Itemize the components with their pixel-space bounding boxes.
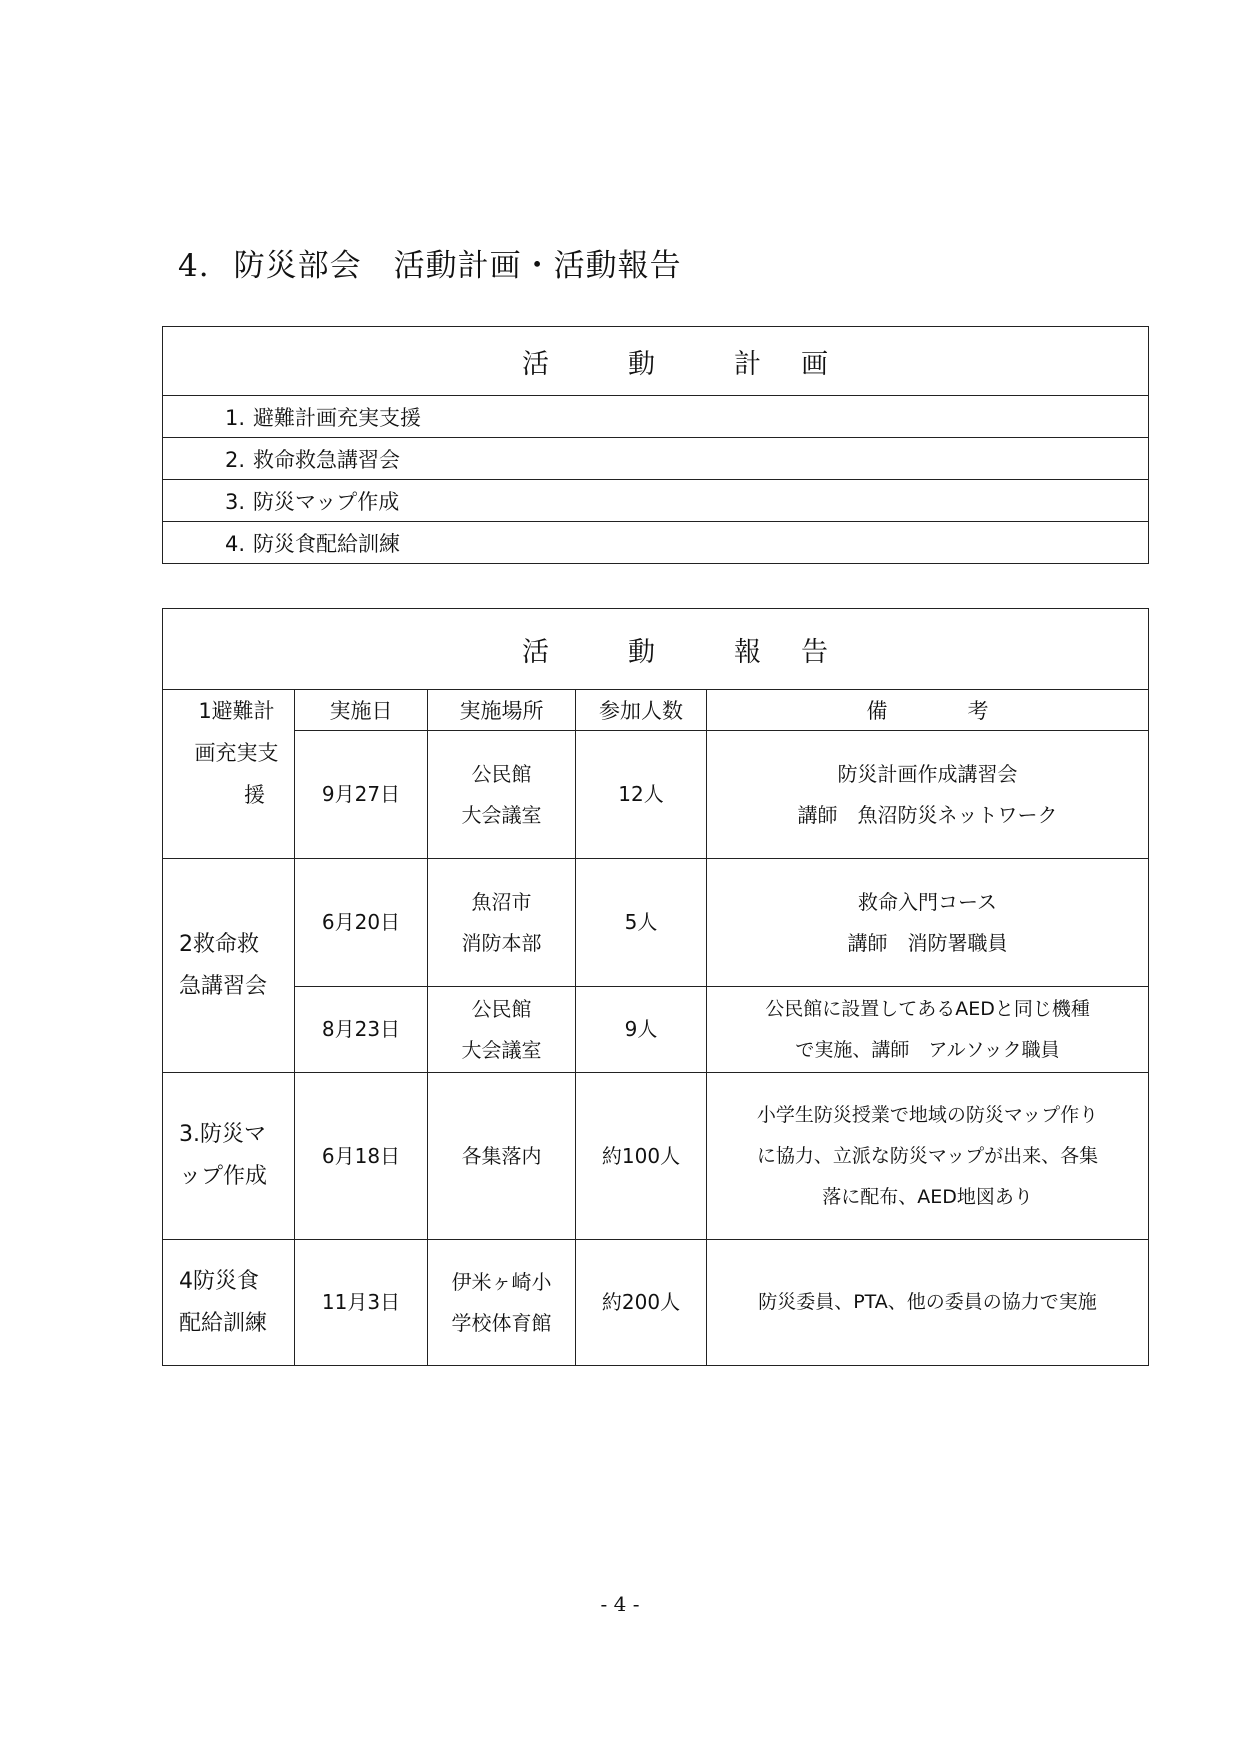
plan-title-char: 動 bbox=[628, 348, 655, 380]
place-line: 大会議室 bbox=[461, 1037, 542, 1062]
category-cell bbox=[163, 1073, 295, 1240]
category-cell bbox=[163, 690, 295, 859]
place-line: 公民館 bbox=[471, 761, 532, 786]
note-line: 防災計画作成講習会 bbox=[837, 761, 1018, 786]
plan-title-char: 活 bbox=[522, 348, 549, 380]
place-line: 魚沼市 bbox=[471, 889, 532, 914]
table-row bbox=[163, 731, 1149, 859]
note-cell bbox=[707, 1240, 1149, 1366]
plan-item-number: 3. bbox=[225, 489, 246, 514]
note-line: に協力、立派な防災マップが出来、各集 bbox=[756, 1144, 1099, 1167]
people-cell: 12人 bbox=[576, 731, 707, 859]
category-line: 画充実支 bbox=[194, 741, 279, 765]
plan-item bbox=[163, 438, 1149, 480]
note-line: 講師 魚沼防災ネットワーク bbox=[797, 802, 1058, 827]
report-header-row bbox=[163, 690, 1149, 731]
report-title bbox=[163, 609, 1149, 690]
note-line: 公民館に設置してあるAEDと同じ機種 bbox=[765, 997, 1090, 1020]
category-cell bbox=[163, 859, 295, 1073]
table-row bbox=[163, 1240, 1149, 1366]
category-cell bbox=[163, 1240, 295, 1366]
category-line: 急講習会 bbox=[179, 973, 268, 999]
report-title-char: 告 bbox=[801, 636, 829, 668]
plan-item bbox=[163, 522, 1149, 564]
section-heading bbox=[178, 240, 682, 285]
place-cell bbox=[428, 859, 576, 987]
place-cell bbox=[428, 731, 576, 859]
note-line: 落に配布、AED地図あり bbox=[822, 1185, 1033, 1208]
report-title-char: 動 bbox=[628, 636, 656, 668]
category-line: 4防災食 bbox=[179, 1268, 259, 1294]
date-cell: 6月20日 bbox=[295, 859, 428, 987]
header-place: 実施場所 bbox=[428, 690, 576, 731]
section-title-part2: 活動計画・活動報告 bbox=[393, 248, 682, 284]
place-cell bbox=[428, 1073, 576, 1240]
plan-item-text: 防災マップ作成 bbox=[253, 489, 400, 514]
header-date: 実施日 bbox=[295, 690, 428, 731]
category-line: 3.防災マ bbox=[179, 1122, 266, 1147]
plan-item bbox=[163, 396, 1149, 438]
plan-title-char: 画 bbox=[801, 348, 828, 380]
people-cell: 5人 bbox=[576, 859, 707, 987]
note-line: で実施、講師 アルソック職員 bbox=[795, 1038, 1060, 1061]
place-line: 学校体育館 bbox=[451, 1310, 552, 1335]
header-people: 参加人数 bbox=[576, 690, 707, 731]
place-cell bbox=[428, 1240, 576, 1366]
plan-item bbox=[163, 480, 1149, 522]
date-cell: 11月3日 bbox=[295, 1240, 428, 1366]
place-line: 各集落内 bbox=[461, 1143, 542, 1168]
people-cell: 9人 bbox=[576, 987, 707, 1073]
plan-item-number: 1. bbox=[225, 405, 246, 430]
note-line: 小学生防災授業で地域の防災マップ作り bbox=[756, 1103, 1099, 1126]
note-line: 講師 消防署職員 bbox=[847, 930, 1008, 955]
section-number: 4. bbox=[178, 248, 210, 284]
plan-title bbox=[163, 327, 1149, 396]
plan-item-number: 2. bbox=[225, 447, 246, 472]
place-cell bbox=[428, 987, 576, 1073]
report-title-char: 活 bbox=[522, 636, 550, 668]
place-line: 大会議室 bbox=[461, 802, 542, 827]
note-cell bbox=[707, 987, 1149, 1073]
note-line: 救命入門コース bbox=[858, 889, 998, 914]
header-note-char: 考 bbox=[967, 699, 989, 723]
section-title-part1: 防災部会 bbox=[233, 248, 362, 284]
header-note-char: 備 bbox=[866, 699, 888, 723]
report-title-char: 報 bbox=[734, 636, 762, 668]
activity-plan-table bbox=[162, 326, 1149, 564]
category-line: ップ作成 bbox=[179, 1164, 268, 1189]
category-line: 1避難計 bbox=[198, 699, 275, 723]
category-line: 2救命救 bbox=[179, 931, 259, 957]
date-cell: 8月23日 bbox=[295, 987, 428, 1073]
table-row bbox=[163, 987, 1149, 1073]
activity-report-table bbox=[162, 608, 1149, 1366]
table-row bbox=[163, 859, 1149, 987]
plan-item-number: 4. bbox=[225, 531, 246, 556]
place-line: 消防本部 bbox=[461, 930, 542, 955]
note-cell bbox=[707, 859, 1149, 987]
note-line: 防災委員、PTA、他の委員の協力で実施 bbox=[758, 1291, 1097, 1313]
plan-title-char: 計 bbox=[734, 348, 761, 380]
place-line: 公民館 bbox=[471, 996, 532, 1021]
plan-item-text: 救命救急講習会 bbox=[253, 447, 401, 472]
note-cell bbox=[707, 1073, 1149, 1240]
place-line: 伊米ヶ崎小 bbox=[451, 1269, 552, 1294]
note-cell bbox=[707, 731, 1149, 859]
category-line: 援 bbox=[244, 783, 265, 807]
table-row bbox=[163, 1073, 1149, 1240]
plan-item-text: 避難計画充実支援 bbox=[253, 405, 422, 430]
header-note bbox=[707, 690, 1149, 731]
people-cell: 約200人 bbox=[576, 1240, 707, 1366]
page-number: - 4 - bbox=[600, 1592, 640, 1616]
plan-item-text: 防災食配給訓練 bbox=[253, 531, 401, 556]
people-cell: 約100人 bbox=[576, 1073, 707, 1240]
date-cell: 6月18日 bbox=[295, 1073, 428, 1240]
category-line: 配給訓練 bbox=[179, 1310, 268, 1336]
date-cell: 9月27日 bbox=[295, 731, 428, 859]
